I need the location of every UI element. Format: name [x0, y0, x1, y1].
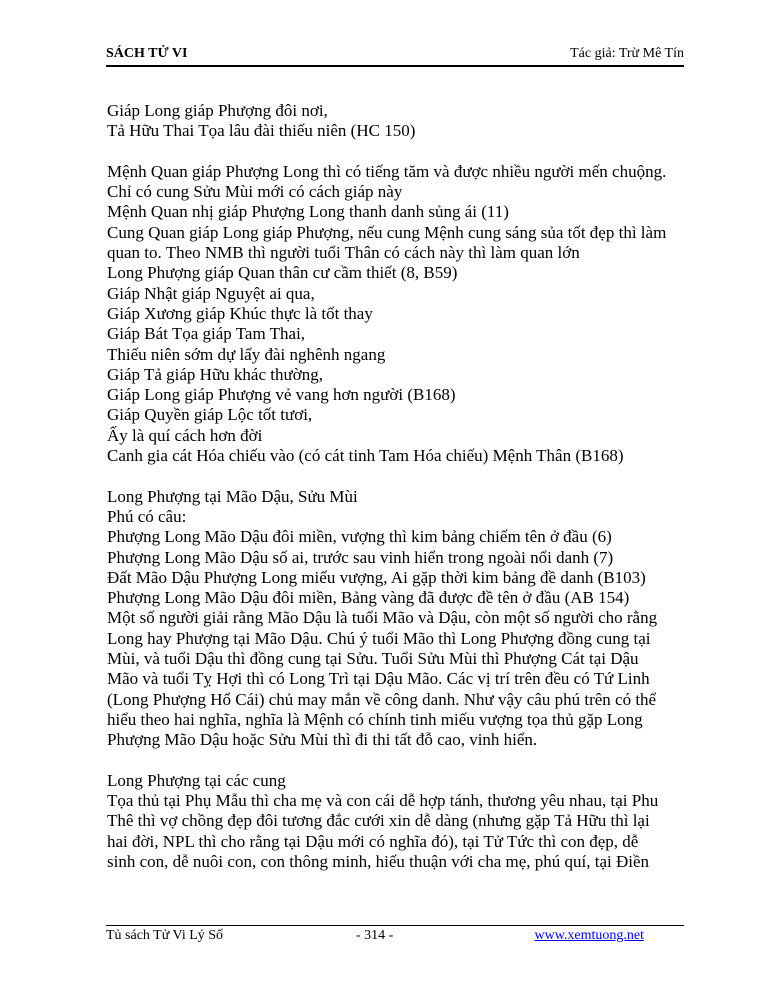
page-footer	[106, 928, 684, 948]
text-line: Mệnh Quan giáp Phượng Long thì có tiếng tăm và được nhiều người mến chuộng.	[107, 161, 667, 181]
text-line: hiểu theo hai nghĩa, nghĩa là Mệnh có chính tinh miếu vượng tọa thủ gặp Long	[107, 709, 643, 729]
text-line: Phú có câu:	[107, 506, 187, 526]
text-line: Thê thì vợ chồng đẹp đôi tương đắc cưới xin dễ dàng (nhưng gặp Tả Hữu thì lại	[107, 811, 650, 831]
text-line: Mão và tuổi Tỵ Hợi thì có Long Trì tại Dậu Mão. Các vị trí trên đều có Tứ Linh	[107, 669, 650, 689]
text-line: Phượng Long Mão Dậu đôi miền, vượng thì kim bảng chiếm tên ở đầu (6)	[107, 527, 612, 547]
text-line: Ấy là quí cách hơn đời	[107, 425, 263, 445]
text-line: Chỉ có cung Sửu Mùi mới có cách giáp này	[107, 182, 403, 202]
text-line: Giáp Quyền giáp Lộc tốt tươi,	[107, 405, 313, 425]
text-line: Cung Quan giáp Long giáp Phượng, nếu cung Mệnh cung sáng sủa tốt đẹp thì làm	[107, 222, 667, 242]
text-line: Giáp Long giáp Phượng đôi nơi,	[107, 101, 328, 120]
text-line: Phượng Mão Dậu hoặc Sửu Mùi thì đi thi tất đỗ cao, vinh hiển.	[107, 730, 538, 750]
text-line: Giáp Tả giáp Hữu khác thường,	[107, 364, 323, 384]
text-line: Phượng Long Mão Dậu đôi miền, Bảng vàng đã được đề tên ở đầu (AB 154)	[107, 588, 630, 608]
text-line: Giáp Long giáp Phượng vẻ vang hơn người (B168)	[107, 385, 456, 405]
paragraph-gap	[107, 751, 687, 771]
text-line: Long hay Phượng tại Mão Dậu. Chú ý tuổi Mão thì Long Phượng đồng cung tại	[107, 628, 651, 648]
author-credit: Tác giả: Trừ Mê Tín	[570, 46, 684, 61]
text-line: quan to. Theo NMB thì người tuổi Thân có cách này thì làm quan lớn	[107, 243, 580, 263]
text-line: Giáp Bát Tọa giáp Tam Thai,	[107, 324, 306, 344]
paragraph-gap	[107, 142, 687, 162]
text-line: Phượng Long Mão Dậu số ai, trước sau vinh hiển trong ngoài nổi danh (7)	[107, 547, 614, 567]
text-line: Long Phượng tại các cung	[107, 770, 286, 790]
text-line: Thiếu niên sớm dự lấy đài nghênh ngang	[107, 344, 386, 364]
body-text	[107, 101, 687, 872]
text-line: Canh gia cát Hóa chiếu vào (có cát tinh Tam Hóa chiếu) Mệnh Thân (B168)	[107, 446, 624, 466]
header-divider	[106, 65, 684, 67]
text-line: Giáp Xương giáp Khúc thực là tốt thay	[107, 303, 373, 323]
paragraph-gap	[107, 466, 687, 486]
text-line: Long Phượng giáp Quan thân cư cầm thiết (8, B59)	[107, 263, 458, 283]
page-header	[106, 46, 684, 66]
text-line: Đất Mão Dậu Phượng Long miếu vượng, Ai gặp thời kim bảng đề danh (B103)	[107, 567, 646, 587]
book-title: SÁCH TỬ VI	[106, 46, 188, 61]
text-line: Một số người giải rằng Mão Dậu là tuổi Mão và Dậu, còn một số người cho rằng	[107, 608, 658, 628]
text-line: Long Phượng tại Mão Dậu, Sửu Mùi	[107, 486, 358, 506]
text-line: Mùi, và tuổi Dậu thì đồng cung tại Sửu. Tuổi Sửu Mùi thì Phượng Cát tại Dậu	[107, 649, 639, 669]
text-line: Tọa thủ tại Phụ Mẫu thì cha mẹ và con cái dễ hợp tánh, thương yêu nhau, tại Phu	[107, 791, 659, 811]
text-line: Giáp Nhật giáp Nguyệt ai qua,	[107, 283, 315, 303]
footer-divider	[106, 925, 684, 926]
page-number: - 314 -	[356, 928, 394, 943]
text-line: (Long Phượng Hổ Cái) chủ may mắn về công danh. Như vậy câu phú trên có thể	[107, 689, 657, 709]
series-name: Tủ sách Tử Vi Lý Số	[106, 928, 224, 943]
text-line: Tả Hữu Thai Tọa lâu đài thiếu niên (HC 150)	[107, 121, 416, 141]
website-link[interactable]: www.xemtuong.net	[534, 928, 644, 943]
text-line: Mệnh Quan nhị giáp Phượng Long thanh danh sủng ái (11)	[107, 202, 509, 222]
text-line: hai đời, NPL thì cho rằng tại Dậu mới có nghĩa đó), tại Tử Tức thì con đẹp, dễ	[107, 831, 639, 851]
text-line: sinh con, dễ nuôi con, con thông minh, hiếu thuận với cha mẹ, phú quí, tại Điền	[107, 851, 650, 871]
